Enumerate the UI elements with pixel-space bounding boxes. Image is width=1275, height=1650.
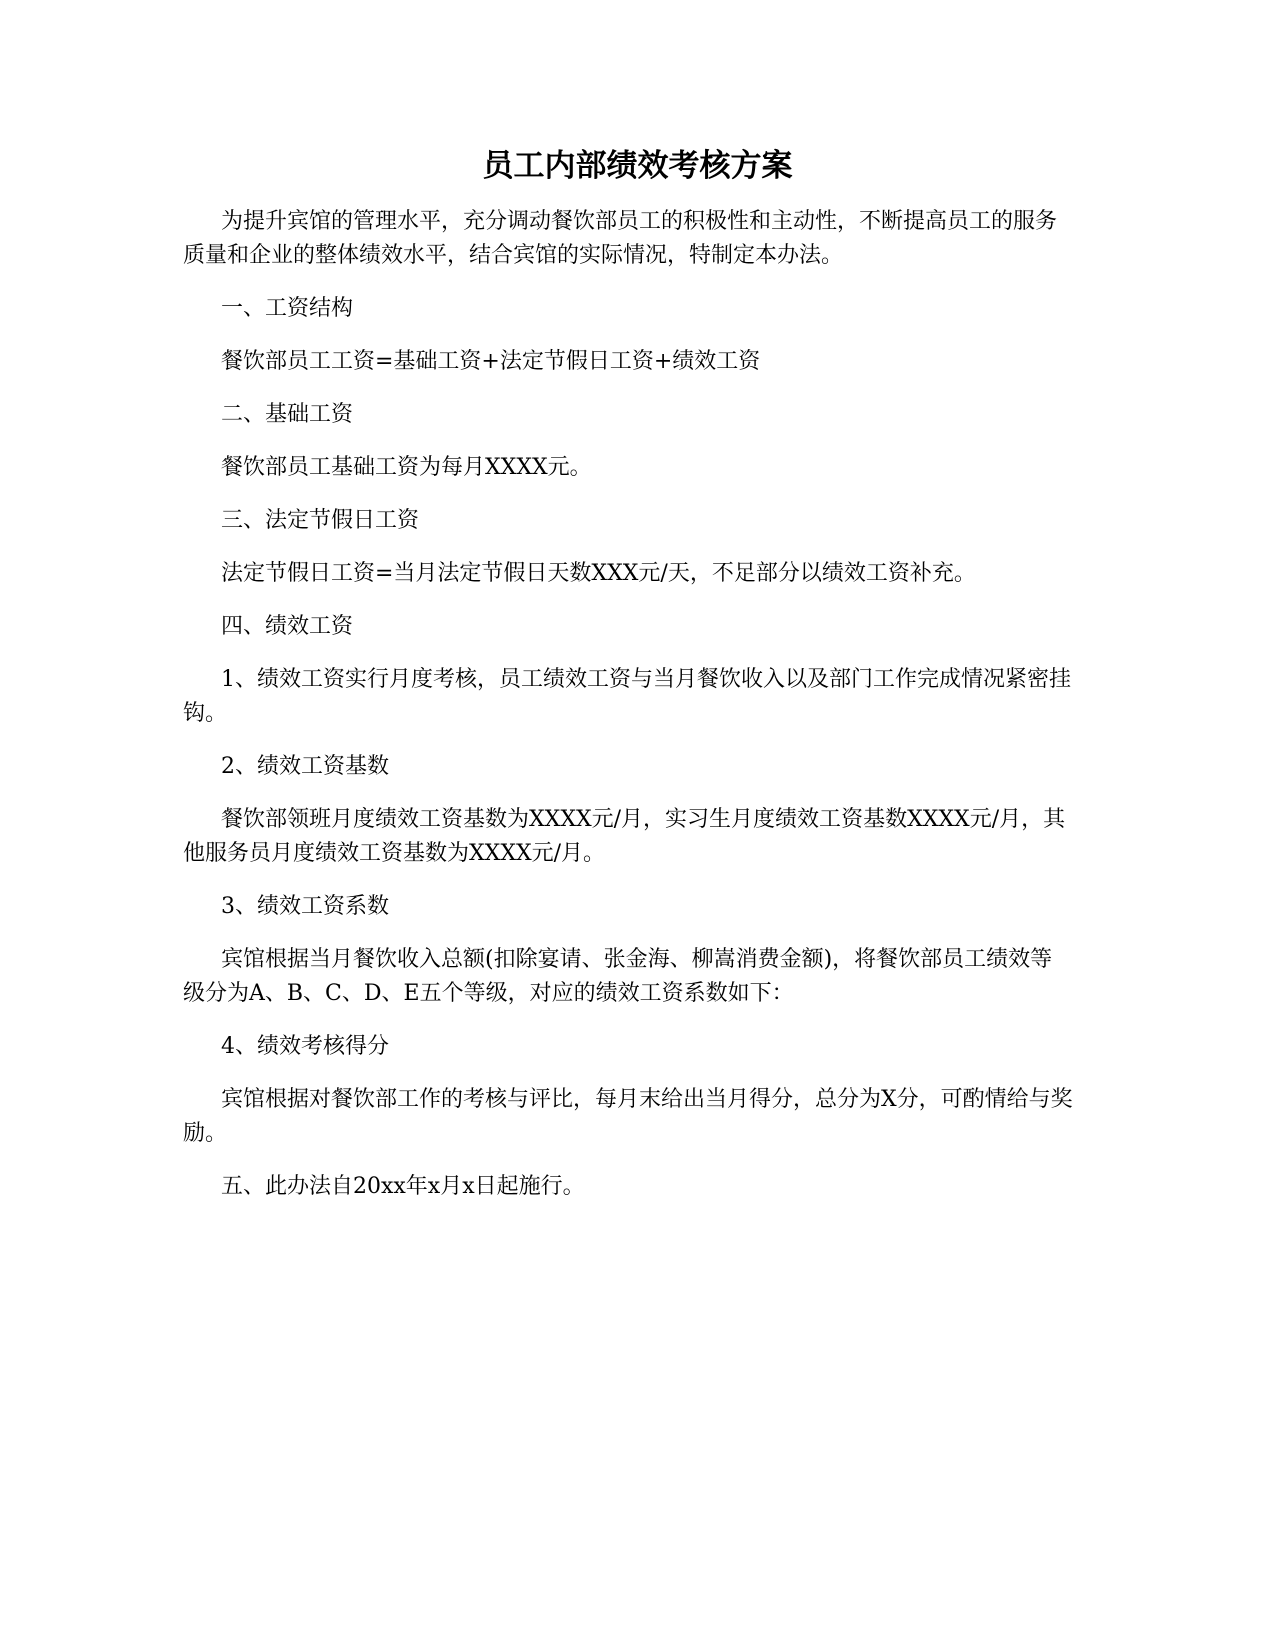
section-heading-base-salary: 二、基础工资 [221, 402, 354, 427]
intro-paragraph: 为提升宾馆的管理水平，充分调动餐饮部员工的积极性和主动性，不断提高员工的服务质量和企业的整体绩效水平，结合宾馆的实际情况，特制定本办法。 [183, 209, 1058, 268]
base-salary-paragraph: 餐饮部员工基础工资为每月XXXX元。 [221, 455, 592, 480]
holiday-salary-paragraph: 法定节假日工资=当月法定节假日天数XXX元/天，不足部分以绩效工资补充。 [221, 561, 976, 586]
performance-item-2-heading: 2、绩效工资基数 [221, 754, 389, 779]
section-heading-salary-structure: 一、工资结构 [221, 296, 354, 321]
performance-base-paragraph: 餐饮部领班月度绩效工资基数为XXXX元/月，实习生月度绩效工资基数XXXX元/月，其他服务员月度绩效工资基数为XXXX元/月。 [183, 807, 1066, 866]
section-heading-performance-salary: 四、绩效工资 [221, 614, 354, 639]
performance-item-3-heading: 3、绩效工资系数 [221, 894, 389, 919]
document-title: 员工内部绩效考核方案 [482, 148, 793, 184]
performance-coefficient-paragraph: 宾馆根据当月餐饮收入总额(扣除宴请、张金海、柳嵩消费金额)，将餐饮部员工绩效等级分为A、B、C、D、E五个等级，对应的绩效工资系数如下： [183, 947, 1053, 1006]
document-body [183, 205, 1073, 1223]
performance-item-4-heading: 4、绩效考核得分 [221, 1034, 389, 1059]
section-heading-holiday-salary: 三、法定节假日工资 [221, 508, 420, 533]
salary-structure-paragraph: 餐饮部员工工资=基础工资+法定节假日工资+绩效工资 [221, 349, 761, 374]
performance-score-paragraph: 宾馆根据对餐饮部工作的考核与评比，每月末给出当月得分，总分为X分，可酌情给与奖励。 [183, 1087, 1073, 1146]
performance-item-1: 1、绩效工资实行月度考核，员工绩效工资与当月餐饮收入以及部门工作完成情况紧密挂钩。 [183, 667, 1071, 726]
section-heading-effective-date: 五、此办法自20xx年x月x日起施行。 [221, 1174, 585, 1199]
